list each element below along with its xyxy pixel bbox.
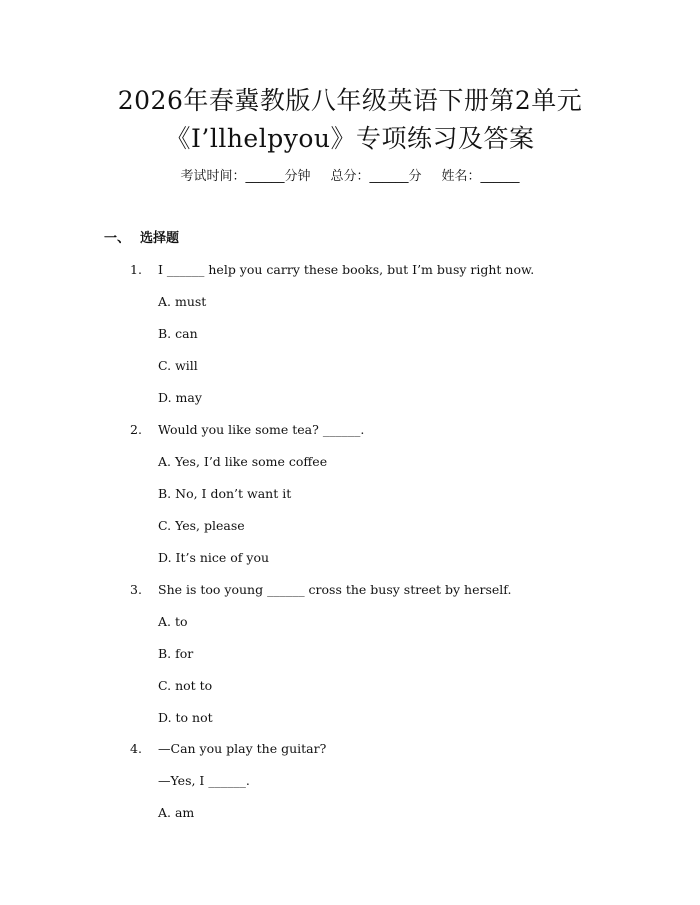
question-text: I ______ help you carry these books, but I’m busy right now. — [158, 262, 535, 277]
question-2 — [130, 421, 364, 439]
option-3a: A. to — [158, 614, 188, 629]
section-heading — [104, 230, 179, 248]
student-name: 姓名：______ — [441, 169, 520, 184]
document-title-line1: 2026年春冀教版八年级英语下册第2单元 — [117, 86, 583, 115]
exam-time: 考试时间：______分钟 — [180, 169, 311, 184]
section-number: 一、 — [104, 231, 131, 246]
question-number: 3. — [130, 582, 142, 597]
option-1c: C. will — [158, 358, 198, 373]
document-title-line2: 《I’llhelpyou》专项练习及答案 — [165, 124, 535, 153]
exam-meta — [0, 168, 700, 186]
question-4-reply: —Yes, I ______. — [158, 773, 250, 788]
option-3d: D. to not — [158, 710, 213, 725]
question-text: She is too young ______ cross the busy street by herself. — [158, 582, 512, 597]
option-1d: D. may — [158, 390, 202, 405]
question-number: 4. — [130, 741, 142, 756]
total-score: 总分：______分 — [330, 169, 422, 184]
question-text: Would you like some tea? ______. — [158, 422, 365, 437]
question-text: —Can you play the guitar? — [158, 741, 327, 756]
option-2a: A. Yes, I’d like some coffee — [158, 454, 328, 469]
question-number: 2. — [130, 422, 142, 437]
question-3 — [130, 581, 511, 599]
option-2b: B. No, I don’t want it — [158, 486, 292, 501]
question-4 — [130, 740, 326, 758]
option-3c: C. not to — [158, 678, 213, 693]
option-4a: A. am — [158, 805, 195, 820]
question-1 — [130, 261, 534, 279]
question-number: 1. — [130, 262, 142, 277]
option-2d: D. It’s nice of you — [158, 550, 270, 565]
option-1b: B. can — [158, 326, 198, 341]
section-title: 选择题 — [140, 231, 180, 246]
option-2c: C. Yes, please — [158, 518, 245, 533]
option-3b: B. for — [158, 646, 194, 661]
option-1a: A. must — [158, 294, 207, 309]
